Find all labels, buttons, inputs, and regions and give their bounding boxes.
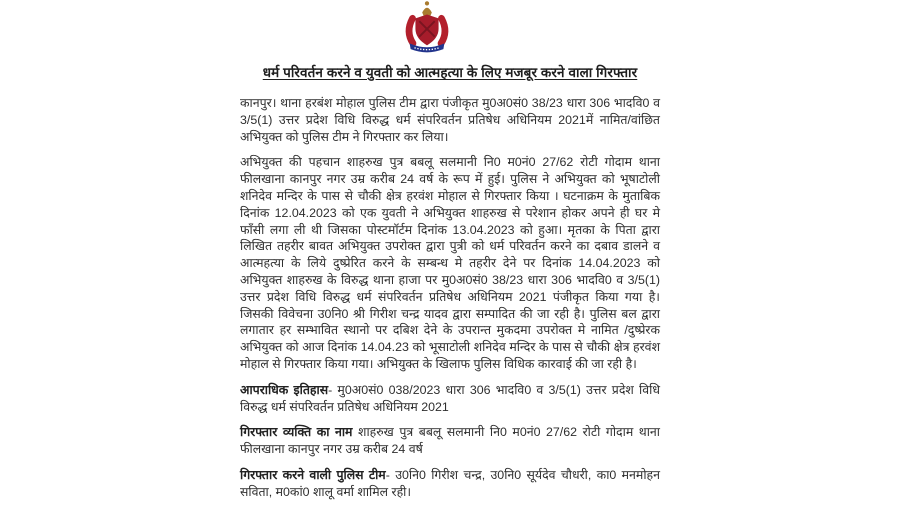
paragraph-intro xyxy=(240,95,660,145)
paragraph-text: कानपुर। थाना हरबंश मोहाल पुलिस टीम द्वारा पंजीकृत मु0अ0सं0 38/23 धारा 306 भादवि0 व 3/5(1) उत्तर प्रदेश विधि विरुद्ध धर्म संपरिवर्तन प्रतिषेध अधिनियम 2021में नामित/वांछित अभियुक्त को पुलिस टीम ने गिरफ्तार कर लिया। xyxy=(240,96,660,144)
paragraph-text: अभियुक्त की पहचान शाहरुख पुत्र बबलू सलमानी नि0 म0नं0 27/62 रोटी गोदाम थाना फीलखाना कानपुर नगर उम्र करीब 24 वर्ष के रूप में हुई। पुलिस ने अभियुक्त को भूषाटोली शनिदेव मन्दिर के पास से चौकी क्षेत्र हरवंश मोहाल से गिरफ्तार किया । घटनाक्रम के मुताबिक दिनांक 12.04.2023 को एक युवती ने अभियुक्त शाहरुख से परेशान होकर अपने ही घर मे फाँसी लगा ली थी जिसका पोस्टमॉर्टम दिनांक 13.04.2023 को हुआ। मृतका के पिता द्वारा लिखित तहरीर बावत अभियुक्त उपरोक्त द्वारा पुत्री को धर्म परिवर्तन करने का दबाव डालने व आत्महत्या के लिये दुष्प्रेरित करने के सम्बन्ध मे तहरीर देने पर दिनांक 14.04.2023 को अभियुक्त शाहरुख के विरुद्ध थाना हाजा पर मु0अ0सं0 38/23 धारा 306 भादवि0 व 3/5(1) उत्तर प्रदेश विधि विरुद्ध धर्म संपरिवर्तन प्रतिषेध अधिनियम 2021 पंजीकृत किया गया है। जिसकी विवेचना उ0नि0 श्री गिरीश चन्द्र यादव द्वारा सम्पादित की जा रही है। पुलिस बल द्वारा लगातार हर सम्भावित स्थानो पर दबिश देने के उपरान्त मुकदमा उपरोक्त मे नामित /दुष्प्रेरक अभियुक्त को आज दिनांक 14.04.23 को भूसाटोली शनिदेव मन्दिर के पास से चौकी क्षेत्र हरवंश मोहाल से गिरफ्तार किया गया। अभियुक्त के खिलाफ पुलिस विधिक कारवाई की जा रही है। xyxy=(240,155,660,371)
document-body xyxy=(240,0,660,501)
paragraph-text: शाहरुख पुत्र बबलू सलमानी नि0 म0नं0 27/62 रोटी गोदाम थाना फीलखाना कानपुर नगर उम्र करीब 24 वर्ष xyxy=(240,425,661,457)
up-police-emblem-icon xyxy=(398,0,456,54)
paragraph-arrested-person xyxy=(240,424,660,458)
emblem-container xyxy=(398,0,456,54)
criminal-history-label: आपराधिक इतिहास xyxy=(240,382,329,397)
paragraph-police-team xyxy=(240,467,660,501)
paragraph-criminal-history xyxy=(240,382,660,416)
paragraph-text: - मु0अ0सं0 038/2023 धारा 306 भादवि0 व 3/5(1) उत्तर प्रदेश विधि विरुद्ध धर्म संपरिवर्तन प्रतिषेध अधिनियम 2021 xyxy=(240,382,660,414)
police-team-label: गिरफ्तार करने वाली पुलिस टीम xyxy=(240,467,386,482)
document-title: धर्म परिवर्तन करने व युवती को आत्महत्या के लिए मजबूर करने वाला गिरफ्तार xyxy=(262,65,638,80)
arrested-person-label: गिरफ्तार व्यक्ति का नाम xyxy=(240,425,353,440)
paragraph-text: - उ0नि0 गिरीश चन्द्र, उ0नि0 सूर्यदेव चौधरी, का0 मनमोहन सविता, म0कां0 शालू वर्मा शामिल रही। xyxy=(240,467,660,499)
paragraph-details xyxy=(240,154,660,372)
